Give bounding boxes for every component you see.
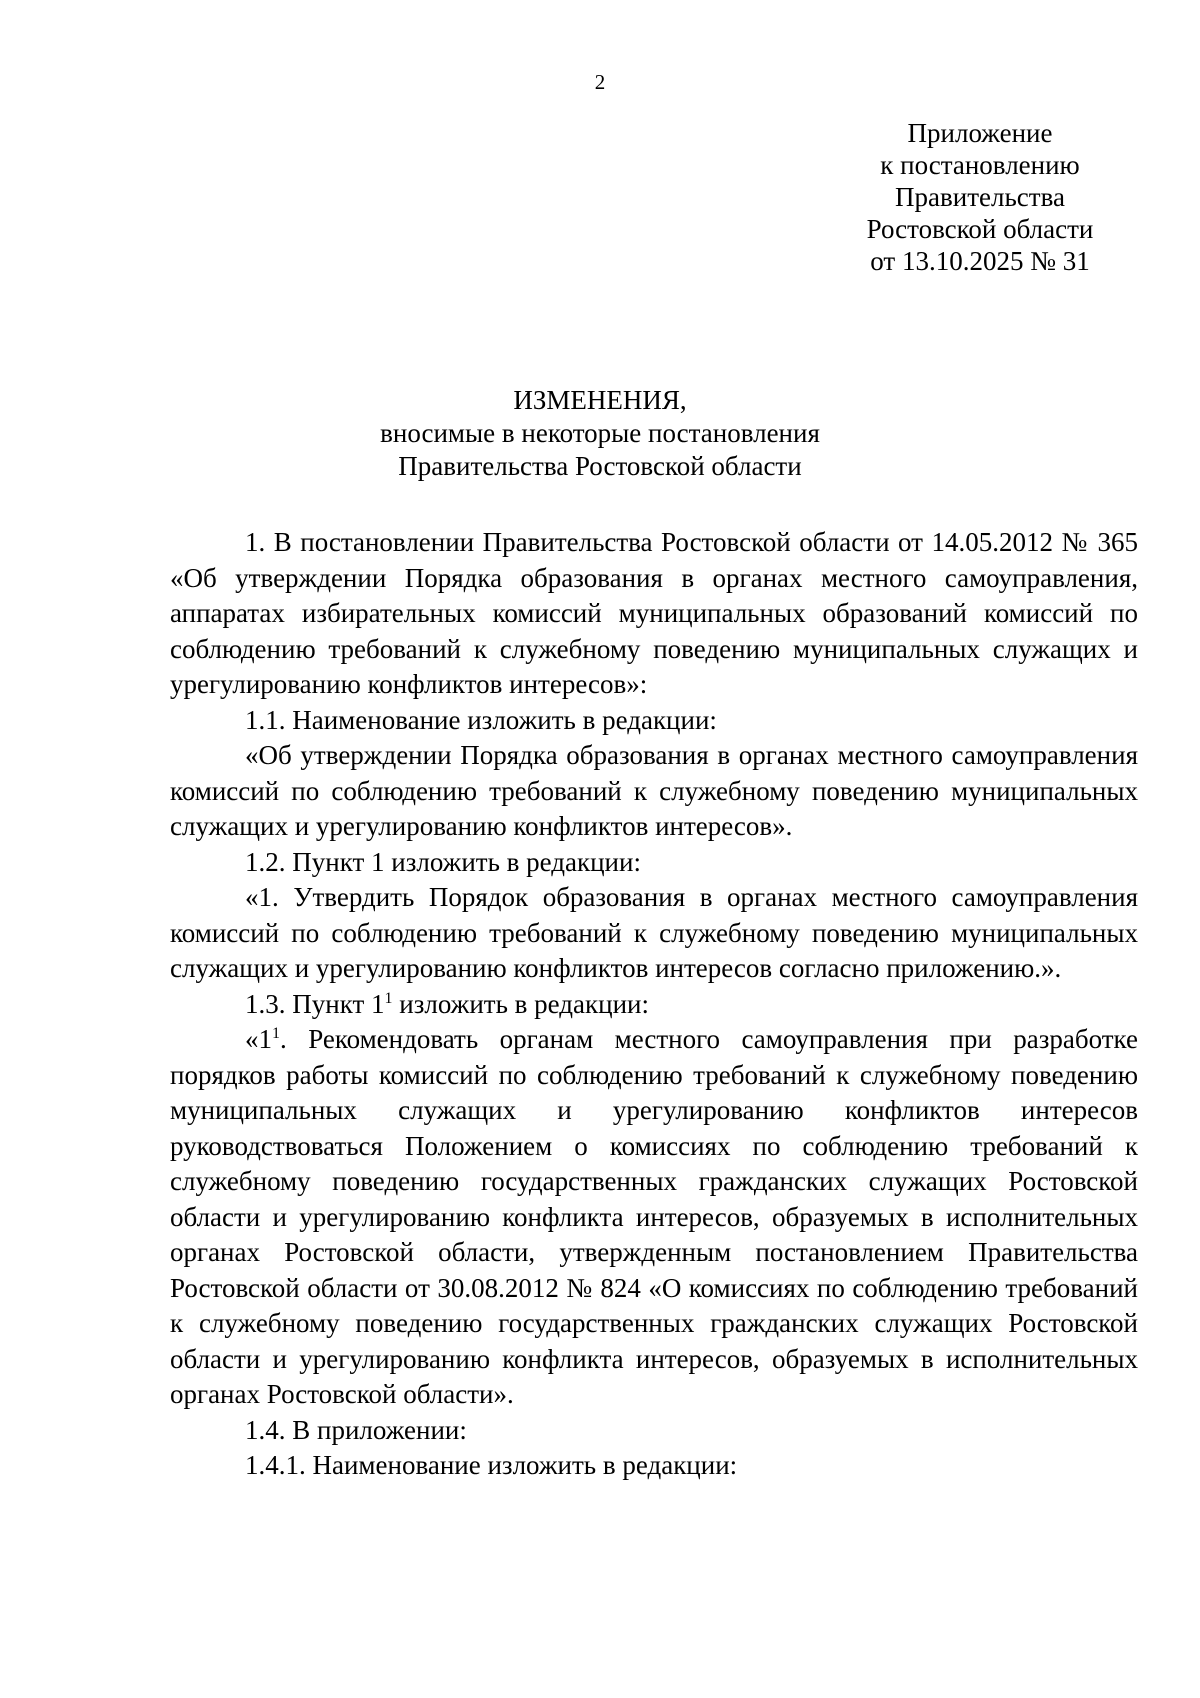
appendix-header (820, 117, 1140, 277)
paragraph-1-3-end: изложить в редакции: (392, 988, 649, 1019)
paragraph-1-3-text-start: «1 (245, 1024, 272, 1054)
appendix-line-5: от 13.10.2025 № 31 (870, 246, 1090, 276)
title-heading: ИЗМЕНЕНИЯ, (513, 385, 687, 415)
paragraph-1-2: 1.2. Пункт 1 изложить в редакции: (245, 846, 641, 877)
title-subtitle-1: вносимые в некоторые постановления (380, 418, 820, 448)
paragraph-1-1: 1.1. Наименование изложить в редакции: (245, 704, 717, 735)
paragraph-1-3-superscript: 1 (384, 989, 393, 1007)
paragraph-1-2-text: «1. Утвердить Порядок образования в органах местного самоуправления комиссий по соблюдению требований к служебному поведению муниципальных служащих и урегулированию конфликтов интересов согласно приложению.». (170, 882, 1138, 983)
appendix-line-3: Правительства (895, 182, 1065, 212)
document-title (0, 384, 1200, 483)
paragraph-1-3-start: 1.3. Пункт 1 (245, 988, 385, 1019)
page-number: 2 (594, 70, 606, 94)
paragraph-1-3 (170, 987, 1138, 1023)
paragraph-1-1-text: «Об утверждении Порядка образования в органах местного самоуправления комиссий по соблюдению требований к служебному поведению муниципальных служащих и урегулированию конфликтов интересов». (170, 740, 1138, 841)
paragraph-1: 1. В постановлении Правительства Ростовской области от 14.05.2012 № 365 «Об утверждении Порядка образования в органах местного самоуправления, аппаратах избирательных комиссий муниципальных образований комиссий по соблюдению требований к служебному поведению муниципальных служащих и урегулированию конфликтов интересов»: (170, 527, 1138, 699)
paragraph-1-3-text-end: . Рекомендовать органам местного самоуправления при разработке порядков работы комиссий по соблюдению требований к служебному поведению муниципальных служащих и урегулированию конфликтов интересов руководствоваться Положением о комиссиях по соблюдению требований к служебному поведению государственных гражданских служащих Ростовской области и урегулированию конфликта интересов, образуемых в исполнительных органах Ростовской области, утвержденным постановлением Правительства Ростовской области от 30.08.2012 № 824 «О комиссиях по соблюдению требований к служебному поведению государственных гражданских служащих Ростовской области и урегулированию конфликта интересов, образуемых в исполнительных органах Ростовской области». (170, 1024, 1138, 1409)
appendix-line-1: Приложение (907, 118, 1053, 148)
paragraph-1-3-text (170, 1022, 1138, 1413)
paragraph-1-3-text-superscript: 1 (272, 1025, 280, 1042)
paragraph-1-4-1: 1.4.1. Наименование изложить в редакции: (245, 1450, 738, 1480)
document-body (170, 525, 1138, 1484)
paragraph-1-4: 1.4. В приложении: (245, 1414, 467, 1445)
appendix-line-4: Ростовской области (866, 214, 1094, 244)
title-subtitle-2: Правительства Ростовской области (398, 451, 802, 481)
appendix-line-2: к постановлению (880, 150, 1080, 180)
